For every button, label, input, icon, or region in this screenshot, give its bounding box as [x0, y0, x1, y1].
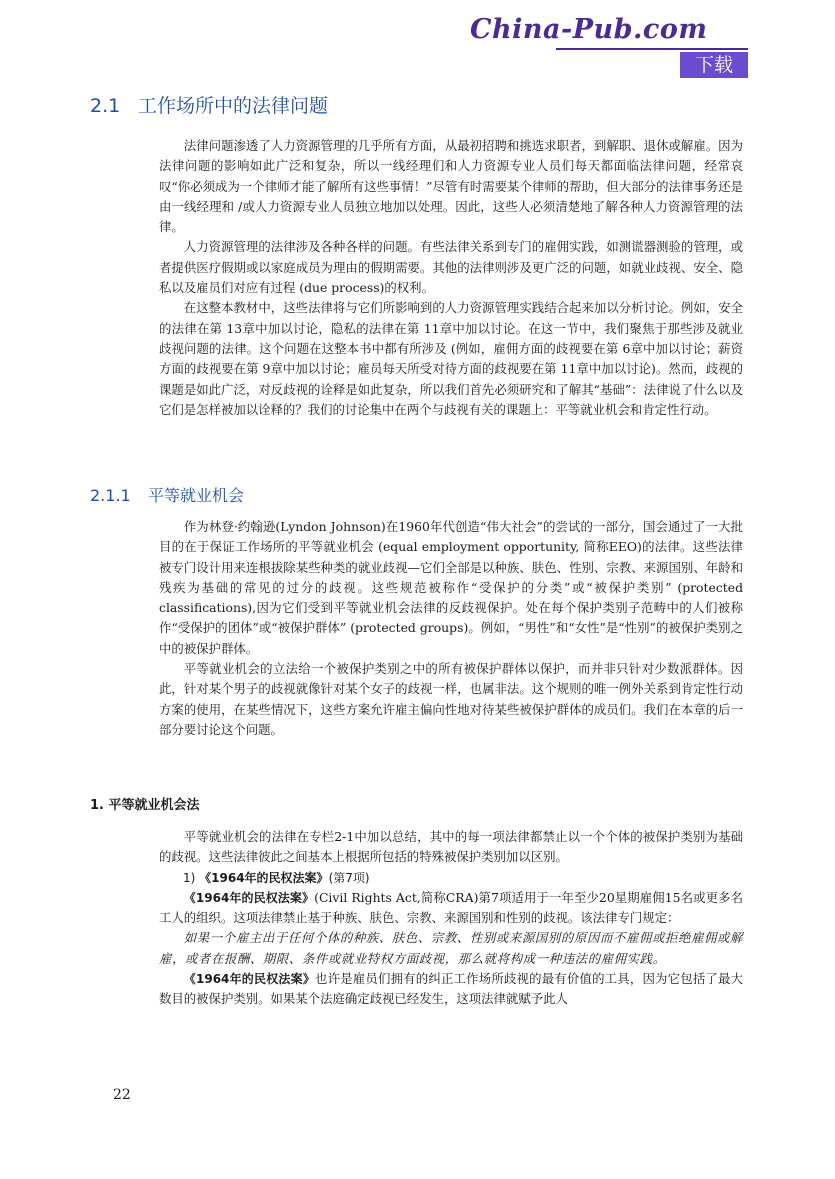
act-name: 《1964年的民权法案》: [183, 890, 315, 905]
item-title: 《1964年的民权法案》: [199, 870, 329, 885]
paragraph: 人力资源管理的法律涉及各种各样的问题。有些法律关系到专门的雇佣实践，如测谎器测验的管理，或者提供医疗假期或以家庭成员为理由的假期需要。其他的法律则涉及更广泛的问题，如就业歧视、安全、隐私以及雇员们对应有过程 (due process)的权利。: [159, 239, 743, 296]
paragraph: 平等就业机会的立法给一个被保护类别之中的所有被保护群体以保护，而并非只针对少数派群体。因此，针对某个男子的歧视就像针对某个女子的歧视一样，也属非法。这个规则的唯一例外关系到肯定性行动方案的使用，在某些情况下，这些方案允许雇主偏向性地对待某些被保护群体的成员们。我们在本章的后一部分要讨论这个问题。: [159, 661, 743, 737]
law-quote: 如果一个雇主出于任何个体的种族、肤色、宗教、性别或来源国别的原因而不雇佣或拒绝雇佣或解雇，或者在报酬、期限、条件或就业特权方面歧视，那么就将构成一种违法的雇佣实践。: [159, 930, 743, 966]
paragraph: 平等就业机会的法律在专栏2-1中加以总结，其中的每一项法律都禁止以一个个体的被保护类别为基础的歧视。这些法律彼此之间基本上根据所包括的特殊被保护类别加以区别。: [159, 829, 743, 865]
item-prefix: 1): [183, 870, 196, 885]
section-number: 2.1: [90, 95, 121, 117]
paragraph: 《1964年的民权法案》也许是雇员们拥有的纠正工作场所歧视的最有价值的工具，因为它包括了最大数目的被保护类别。如果某个法庭确定歧视已经发生，这项法律就赋予此人: [159, 971, 744, 1007]
item-suffix: (第7项): [328, 870, 370, 885]
paragraph: 作为林登·约翰逊(Lyndon Johnson)在1960年代创造“伟大社会”的尝试的一部分，国会通过了一大批目的在于保证工作场所的平等就业机会 (equal employment opportunity, 简称EEO)的法律。这些法律被专门设计用来连根拔除某些种类的就业歧视—它们全部是以种族、肤色、性别、宗教、来源国别、年龄和残疾为基础的常见的过分的歧视。这些规范被称作“受保护的分类”或“被保护类别” (protected classifications),因为它们受到平等就业机会法律的反歧视保护。处在每个保护类别子范畴中的人们被称作“受保护的团体”或“被保护群体” (protected groups)。例如，“男性”和“女性”是“性别”的被保护类别之中的被保护群体。: [159, 519, 743, 656]
paragraph: 《1964年的民权法案》(Civil Rights Act,简称CRA)第7项适用于一年至少20星期雇佣15名或更多名工人的组织。这项法律禁止基于种族、肤色、宗教、来源国别和性别的歧视。该法律专门规定：: [159, 889, 743, 926]
subsubsection-body: [159, 827, 743, 1010]
china-pub-logo[interactable]: [470, 14, 760, 78]
subsubsection-number: 1.: [90, 798, 104, 813]
page-number: 22: [113, 1087, 131, 1103]
subsubsection-title: 平等就业机会法: [108, 798, 200, 813]
subsection-number: 2.1.1: [90, 486, 131, 505]
subsection-title: 平等就业机会: [148, 486, 245, 505]
section-heading: [90, 91, 328, 118]
paragraph: 法律问题渗透了人力资源管理的几乎所有方面，从最初招聘和挑选求职者，到解职、退休或解雇。因为法律问题的影响如此广泛和复杂，所以一线经理们和人力资源专业人员们每天都面临法律问题，经常哀叹“你必须成为一个律师才能了解所有这些事情！”尽管有时需要某个律师的帮助，但大部分的法律事务还是由一线经理和 /或人力资源专业人员独立地加以处理。因此，这些人必须清楚地了解各种人力资源管理的法律。: [159, 138, 743, 235]
download-badge[interactable]: 下载: [680, 52, 748, 78]
subsection-heading: [90, 483, 244, 506]
subsection-body: [159, 517, 743, 740]
item-heading: [159, 868, 743, 888]
section-title: 工作场所中的法律问题: [138, 95, 329, 117]
logo-wordmark: China-Pub.com: [470, 14, 708, 45]
paragraph: 在这整本教材中，这些法律将与它们所影响到的人力资源管理实践结合起来加以分析讨论。例如，安全的法律在第 13章中加以讨论，隐私的法律在第 11章中加以讨论。在这一节中，我们聚焦于那些涉及就业歧视问题的法律。这个问题在这整本书中都有所涉及 (例如，雇佣方面的歧视要在第 6章中加以讨论；薪资方面的歧视要在第 9章中加以讨论；雇员每天所受对待方面的歧视要在第 11章中加以讨论)。然而，歧视的课题是如此广泛，对反歧视的诠释是如此复杂，所以我们首先必须研究和了解其“基础”：法律说了什么以及它们是怎样被加以诠释的？我们的讨论集中在两个与歧视有关的课题上：平等就业机会和肯定性行动。: [159, 300, 743, 417]
logo-underline: [556, 48, 748, 50]
act-name: 《1964年的民权法案》: [183, 972, 316, 987]
section-body: [159, 136, 743, 420]
subsubsection-heading: [90, 794, 200, 813]
